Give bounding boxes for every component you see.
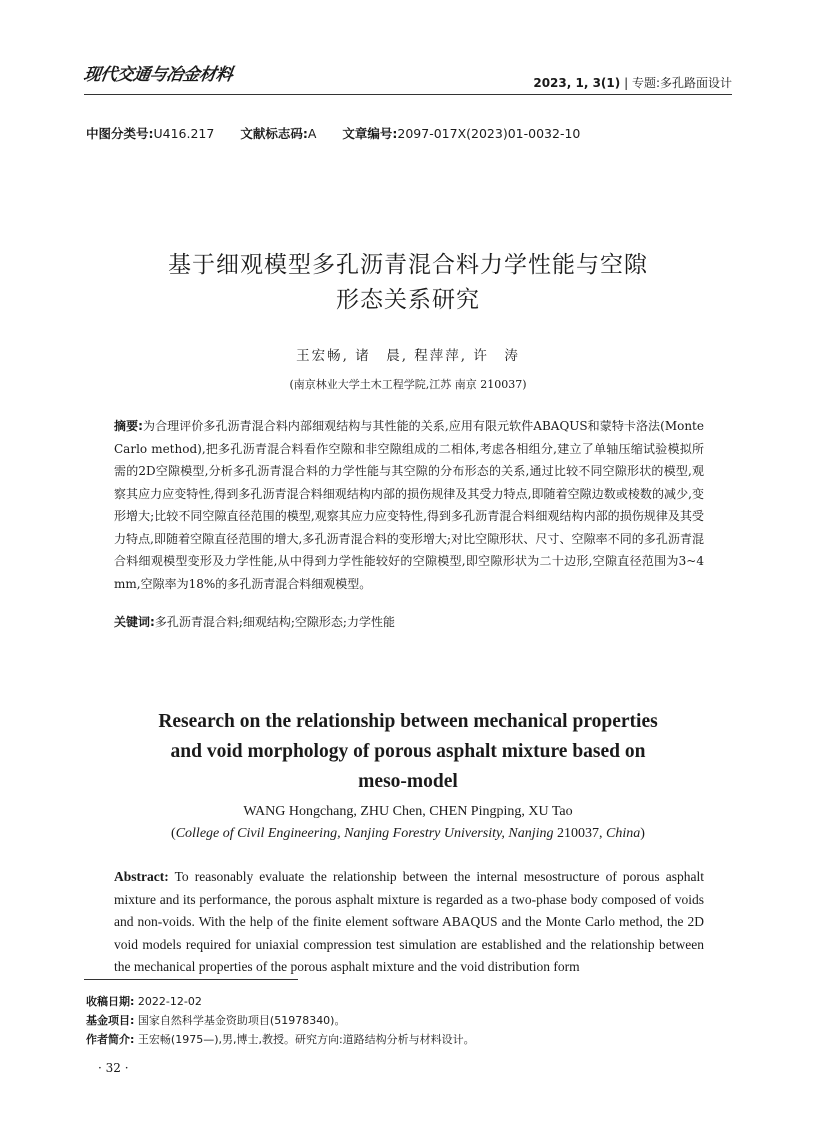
english-abstract-text: To reasonably evaluate the relationship between the internal mesostructure of porous asphalt mixture and its performance, the porous asphalt mixture is regarded as a two-phase body composed of voids and non-voids. With the help of the finite element software ABAQUS and the Monte Carlo method, the 2D void models required for uniaxial compression test simulation are established and the relationship between the mechanical properties of the porous asphalt mixture and the void distribution form <box>114 869 704 974</box>
article-no-label: 文章编号: <box>342 126 398 141</box>
chinese-keywords <box>114 613 395 630</box>
fund-label: 基金项目: <box>86 1014 135 1027</box>
chinese-title <box>0 248 816 318</box>
english-title-line-3: meso-model <box>358 771 458 792</box>
clc-label: 中图分类号: <box>86 126 154 141</box>
clc-value: U416.217 <box>153 126 215 141</box>
issue-info: 2023, 1, 3(1) <box>533 76 621 90</box>
chinese-abstract <box>114 415 704 595</box>
affiliation-open-paren: ( <box>171 826 176 841</box>
affiliation-postcode: 210037, <box>553 826 607 841</box>
english-abstract-label: Abstract: <box>114 869 169 884</box>
doc-code-value: A <box>307 126 317 141</box>
chinese-authors: 王宏畅, 诸 晨, 程萍萍, 许 涛 <box>296 348 520 364</box>
article-no-value: 2097-017X(2023)01-0032-10 <box>397 126 581 141</box>
english-title-line-1: Research on the relationship between mechanical properties <box>158 711 658 732</box>
running-header <box>533 74 732 91</box>
doc-code-label: 文献标志码: <box>240 126 308 141</box>
classification-line <box>86 124 580 142</box>
received-label: 收稿日期: <box>86 995 135 1008</box>
author-bio-value: 王宏畅(1975—),男,博士,教授。研究方向:道路结构分析与材料设计。 <box>137 1033 475 1046</box>
chinese-keywords-label: 关键词: <box>114 615 155 629</box>
affiliation-country: China <box>606 826 641 841</box>
header-separator: | <box>624 76 629 90</box>
english-title <box>0 707 816 797</box>
footnote-author <box>86 1031 475 1047</box>
english-abstract <box>114 866 704 979</box>
chinese-abstract-text: 为合理评价多孔沥青混合料内部细观结构与其性能的关系,应用有限元软件ABAQUS和蒙特卡洛法(Monte Carlo method),把多孔沥青混合料看作空隙和非空隙组成的二相体,考虑各相组分,建立了单轴压缩试验模拟所需的2D空隙模型,分析多孔沥青混合料的力学性能与其空隙的分布形态的关系,通过比较不同空隙形状的模型,观察其应力应变特性,得到多孔沥青混合料细观结构内部的损伤规律及其受力特点,即随着空隙边数或棱数的减少,变形增大;比较不同空隙直径范围的模型,观察其应力应变特性,得到多孔沥青混合料细观结构内部的损伤规律及其受力特点,即随着空隙直径范围的增大,多孔沥青混合料的变形增大;对比空隙形状、尺寸、空隙率不同的多孔沥青混合料细观模型变形及力学性能,从中得到力学性能较好的空隙模型,即空隙形状为二十边形,空隙直径范围为3~4 mm,空隙率为18%的多孔沥青混合料细观模型。 <box>114 419 704 591</box>
author-bio-label: 作者简介: <box>86 1033 135 1046</box>
chinese-affiliation: (南京林业大学土木工程学院,江苏 南京 210037) <box>289 378 527 391</box>
topic-label: 专题:多孔路面设计 <box>631 76 732 90</box>
received-value: 2022-12-02 <box>137 995 202 1008</box>
english-affiliation <box>0 826 816 842</box>
english-title-line-2: and void morphology of porous asphalt mixture based on <box>170 741 646 762</box>
english-authors: WANG Hongchang, ZHU Chen, CHEN Pingping, XU Tao <box>243 804 573 819</box>
page-number: · 32 · <box>98 1061 129 1075</box>
affiliation-close-paren: ) <box>640 826 645 841</box>
footnote-fund <box>86 1012 345 1028</box>
footnote-received <box>86 993 202 1009</box>
footnote-rule <box>84 979 298 980</box>
chinese-keywords-text: 多孔沥青混合料;细观结构;空隙形态;力学性能 <box>154 615 395 629</box>
journal-logo: 现代交通与冶金材料 <box>82 65 234 85</box>
chinese-abstract-label: 摘要: <box>114 419 143 433</box>
chinese-title-line-1: 基于细观模型多孔沥青混合料力学性能与空隙 <box>168 252 648 278</box>
chinese-title-line-2: 形态关系研究 <box>336 287 480 313</box>
affiliation-institution: College of Civil Engineering, Nanjing Forestry University, Nanjing <box>175 826 554 841</box>
header-rule <box>84 94 732 95</box>
fund-value: 国家自然科学基金资助项目(51978340)。 <box>137 1014 346 1027</box>
